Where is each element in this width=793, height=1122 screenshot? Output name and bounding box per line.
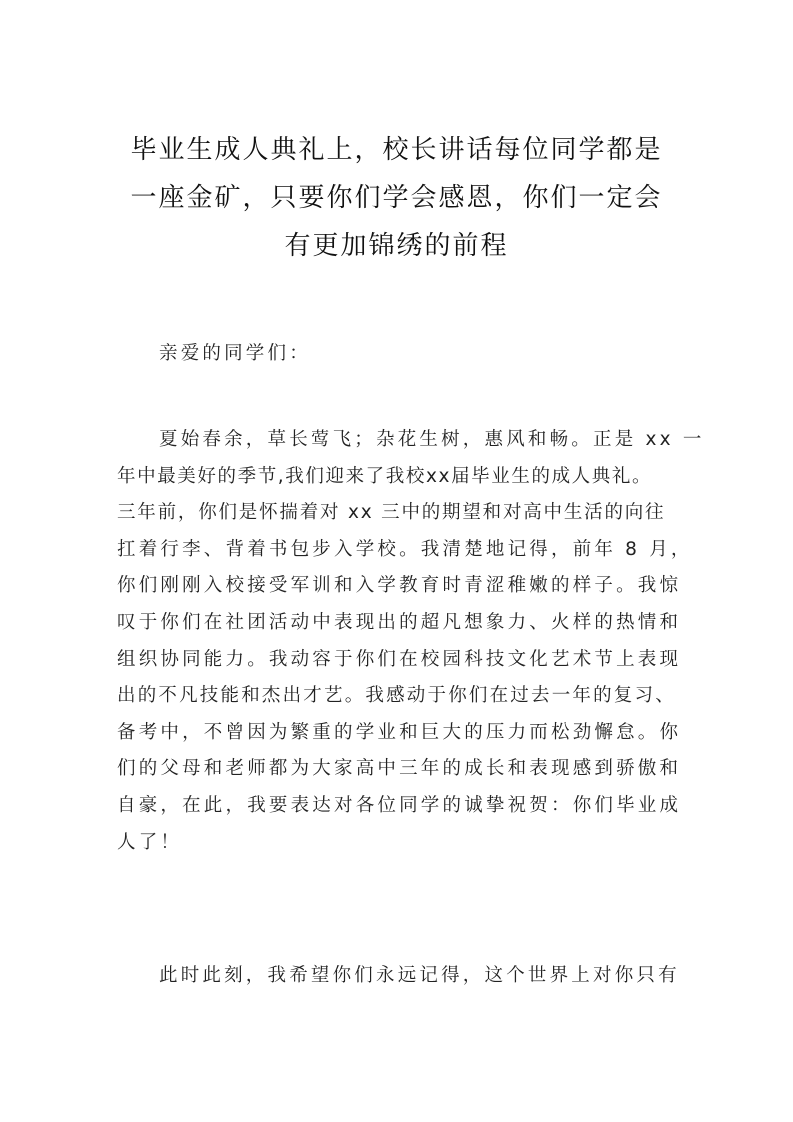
- title-line-2: 一座金矿，只要你们学会感恩，你们一定会: [130, 183, 663, 213]
- paragraph-line: 组织协同能力。我动容于你们在校园科技文化艺术节上表现: [117, 648, 682, 670]
- title-line-3: 有更加锦绣的前程: [284, 231, 509, 261]
- paragraph-line: 你们刚刚入校接受军训和入学教育时青涩稚嫩的样子。我惊: [117, 575, 682, 597]
- title-line-1: 毕业生成人典礼上，校长讲话每位同学都是: [130, 135, 663, 165]
- paragraph-line: 们的父母和老师都为大家高中三年的成长和表现感到骄傲和: [117, 758, 682, 780]
- greeting: 亲爱的同学们：: [159, 343, 311, 364]
- paragraph-line: 扛着行李、背着书包步入学校。我清楚地记得，前年 8 月，: [117, 538, 693, 560]
- document-title: [110, 126, 683, 270]
- paragraph-line: 出的不凡技能和杰出才艺。我感动于你们在过去一年的复习、: [117, 685, 676, 707]
- paragraph-line: 夏始春余，草长莺飞；杂花生树，惠风和畅。正是 xx 一: [159, 429, 705, 450]
- paragraph-line: 人了！: [117, 831, 183, 853]
- paragraph-line: 自豪，在此，我要表达对各位同学的诚挚祝贺：你们毕业成: [117, 794, 682, 816]
- paragraph-1: [117, 422, 705, 861]
- paragraph-line: 年中最美好的季节,我们迎来了我校xx届毕业生的成人典礼。: [117, 465, 653, 487]
- paragraph-line: 备考中，不曾因为繁重的学业和巨大的压力而松劲懈怠。你: [117, 721, 682, 743]
- paragraph-line: 三年前，你们是怀揣着对 xx 三中的期望和对高中生活的向往: [117, 502, 666, 524]
- paragraph-line: 叹于你们在社团活动中表现出的超凡想象力、火样的热情和: [117, 611, 682, 633]
- paragraph-2: [117, 958, 682, 995]
- paragraph-line: 此时此刻，我希望你们永远记得，这个世界上对你只有: [159, 965, 680, 986]
